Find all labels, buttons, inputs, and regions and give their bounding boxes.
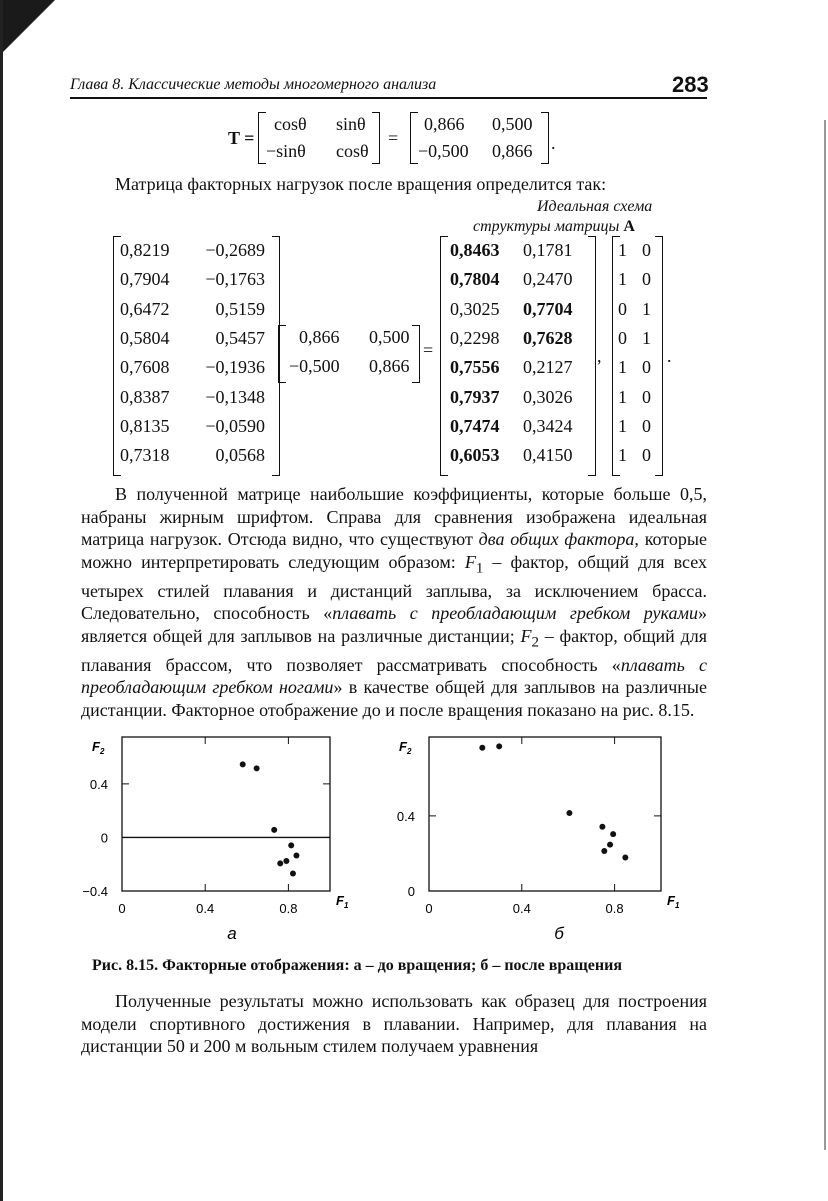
plot-frame — [122, 737, 330, 891]
text-run: В полученной матрице наибольшие коэффициенты, которые больше 0,5, набраны жирным шрифтом. Справа для сравнения изображена идеальная матрица нагрузок. Отсюда видно, что существуют — [81, 484, 707, 549]
factor-subscript: 1 — [475, 560, 484, 577]
rotated-cell: 0,7804 — [450, 269, 500, 290]
bracket-left — [440, 236, 448, 476]
loading-cell: 0,8387 — [120, 386, 170, 407]
loading-cell: 0,0568 — [215, 445, 265, 466]
matrix-cell: cosθ — [274, 114, 307, 134]
matrix-cell: −0,500 — [418, 141, 469, 161]
x-tick-label: 0.8 — [279, 901, 298, 916]
matrix-cell: sinθ — [336, 114, 366, 134]
bracket-right — [541, 112, 549, 164]
ideal-cell: 1 — [618, 415, 627, 436]
y-tick-label: 0.4 — [396, 808, 415, 824]
ideal-cell: 0 — [642, 357, 651, 378]
paragraph-conclusion: Полученные результаты можно использовать как образец для построения модели спортивного достижения в плавании. Например, для плавания на дистанции 50 и 200 м вольным стилем получаем уравнения — [81, 991, 707, 1056]
ideal-cell: 0 — [642, 386, 651, 407]
rotated-cell: 0,7628 — [523, 327, 573, 348]
text-run: » в качестве общей для заплывов на различные дистанции. Факторное отображение до и после вращения показано на рис. 8.15. — [81, 677, 707, 720]
rotated-cell: 0,7704 — [523, 298, 573, 319]
ideal-cell: 1 — [618, 240, 627, 260]
loading-cell: 0,8219 — [120, 240, 170, 260]
panel-label: б — [554, 924, 564, 943]
rotated-cell: 0,2470 — [523, 269, 573, 290]
bracket-left — [258, 112, 266, 164]
y-tick-label: 0.4 — [89, 776, 108, 792]
data-point — [254, 765, 260, 771]
matrix-cell: 0,500 — [492, 114, 533, 134]
comma: , — [597, 346, 602, 366]
loading-cell: 0,8135 — [120, 415, 170, 436]
loading-cell: 0,5457 — [215, 327, 265, 348]
ideal-cell: 1 — [642, 327, 651, 348]
matrix-cell: 0,866 — [424, 114, 465, 134]
x-tick-label: 0 — [425, 901, 433, 916]
x-axis-label: $F_1$ — [667, 893, 680, 910]
running-title: Глава 8. Классические методы многомерного анализа — [70, 76, 437, 93]
ideal-label-line2 — [473, 218, 635, 236]
rotation-cell: 0,500 — [369, 327, 410, 347]
rotated-cell: 0,7474 — [450, 415, 500, 436]
text-run: – фактор, общий для плавания брассом, что позволяет рассматривать способность « — [81, 625, 707, 675]
data-point — [566, 810, 572, 816]
ideal-label-text: структуры матрицы — [473, 218, 620, 235]
loading-cell: −0,1348 — [205, 386, 265, 407]
loading-cell: 0,5159 — [215, 298, 265, 319]
data-point — [288, 842, 294, 848]
y-axis-label: $F_2$ — [92, 739, 105, 756]
ideal-cell: 1 — [618, 386, 627, 407]
ideal-cell: 0 — [618, 298, 627, 319]
ideal-cell: 0 — [642, 269, 651, 290]
emphasis: плавать с преобладающим гребком ногами — [81, 654, 707, 698]
ideal-cell: 0 — [642, 240, 651, 260]
text-run: » является общей для заплывов на различные дистанции; — [81, 603, 707, 646]
data-point — [283, 858, 289, 864]
y-axis-label: $F_2$ — [399, 739, 412, 756]
intro-line: Матрица факторных нагрузок после вращения определится так: — [115, 174, 607, 194]
rotated-cell: 0,8463 — [450, 240, 500, 260]
ideal-label-line1: Идеальная схема — [537, 198, 653, 215]
factor-symbol: F — [520, 625, 532, 646]
ideal-cell: 0 — [642, 415, 651, 436]
bracket-right — [372, 112, 380, 164]
ideal-cell: 0 — [618, 327, 627, 348]
data-point — [240, 761, 246, 767]
period: . — [667, 346, 672, 366]
equation-period: . — [551, 133, 556, 153]
bracket-right — [412, 325, 420, 383]
x-axis-label: $F_1$ — [336, 893, 349, 910]
loading-cell: 0,7608 — [120, 357, 170, 378]
matrix-cell: 0,866 — [492, 141, 533, 161]
rotated-cell: 0,4150 — [523, 445, 573, 466]
data-point — [277, 860, 283, 866]
matrix-cell: cosθ — [336, 141, 369, 161]
y-tick-label: −0.4 — [82, 884, 108, 899]
data-point — [496, 743, 502, 749]
bracket-right — [588, 236, 596, 476]
ideal-cell: 1 — [618, 445, 627, 466]
loading-cell: −0,2689 — [205, 240, 265, 260]
rotated-cell: 0,2298 — [450, 327, 500, 348]
rotation-cell: −0,500 — [289, 356, 340, 376]
scatter-chart-before-rotation — [80, 728, 370, 943]
y-tick-label: 0 — [100, 830, 108, 846]
data-point — [607, 842, 613, 848]
matrix-A-symbol: A — [623, 218, 635, 235]
scan-right-edge — [824, 120, 826, 1150]
scan-corner-shadow — [0, 0, 55, 55]
data-point — [599, 824, 605, 830]
rotated-cell: 0,6053 — [450, 445, 500, 466]
text-run: – фактор, общий для всех четырех стилей плавания и дистанций заплыва, за исключением брасса. Следовательно, способность « — [81, 551, 707, 624]
rotated-cell: 0,3424 — [523, 415, 573, 436]
matrix-cell: −sinθ — [266, 141, 306, 161]
header-rule — [70, 97, 707, 99]
ideal-cell: 1 — [642, 298, 651, 319]
rotated-cell: 0,3026 — [523, 386, 573, 407]
plot-frame — [429, 737, 661, 891]
loading-cell: 0,6472 — [120, 298, 170, 319]
x-tick-label: 0 — [118, 901, 126, 916]
data-point — [479, 745, 485, 751]
x-tick-label: 0.4 — [196, 901, 215, 916]
equation-lhs: T = — [228, 128, 255, 148]
loading-cell: 0,7904 — [120, 269, 170, 290]
rotated-cell: 0,7937 — [450, 386, 500, 407]
figure-caption: Рис. 8.15. Факторные отображения: а – до вращения; б – после вращения — [92, 957, 622, 974]
rotated-cell: 0,1781 — [523, 240, 573, 260]
loading-cell: 0,5804 — [120, 327, 170, 348]
bracket-left — [278, 325, 286, 383]
loading-cell: −0,1936 — [205, 357, 265, 378]
rotation-cell: 0,866 — [369, 356, 410, 376]
rotated-cell: 0,3025 — [450, 298, 500, 319]
rotated-cell: 0,7556 — [450, 357, 500, 378]
scan-left-edge — [0, 0, 3, 1201]
data-point — [601, 848, 607, 854]
data-point — [290, 870, 296, 876]
data-point — [293, 852, 299, 858]
panel-label: а — [227, 924, 237, 943]
emphasis: два общих фактора — [478, 529, 635, 549]
factor-subscript: 2 — [531, 634, 539, 651]
x-tick-label: 0.8 — [605, 901, 624, 916]
emphasis: плавать с преобладающим гребком руками — [332, 603, 698, 624]
scatter-chart-after-rotation — [385, 728, 705, 943]
paragraph-interpretation — [81, 483, 707, 721]
x-tick-label: 0.4 — [512, 901, 531, 916]
ideal-cell: 0 — [642, 445, 651, 466]
ideal-cell: 1 — [618, 269, 627, 290]
y-tick-label: 0 — [407, 884, 415, 899]
equals-sign: = — [423, 340, 434, 360]
equals-sign: = — [388, 128, 399, 148]
ideal-cell: 1 — [618, 357, 627, 378]
text-run: , которые можно интерпретировать следующим образом: — [81, 529, 708, 572]
factor-symbol: F — [464, 551, 476, 572]
rotated-cell: 0,2127 — [523, 357, 573, 378]
rotation-cell: 0,866 — [299, 327, 340, 347]
data-point — [271, 827, 277, 833]
bracket-left — [410, 112, 418, 164]
page-number: 283 — [672, 72, 709, 97]
loading-cell: 0,7318 — [120, 445, 170, 466]
data-point — [610, 831, 616, 837]
loading-cell: −0,1763 — [205, 269, 265, 290]
loading-cell: −0,0590 — [205, 415, 265, 436]
data-point — [622, 855, 628, 861]
bracket-right — [655, 236, 663, 476]
